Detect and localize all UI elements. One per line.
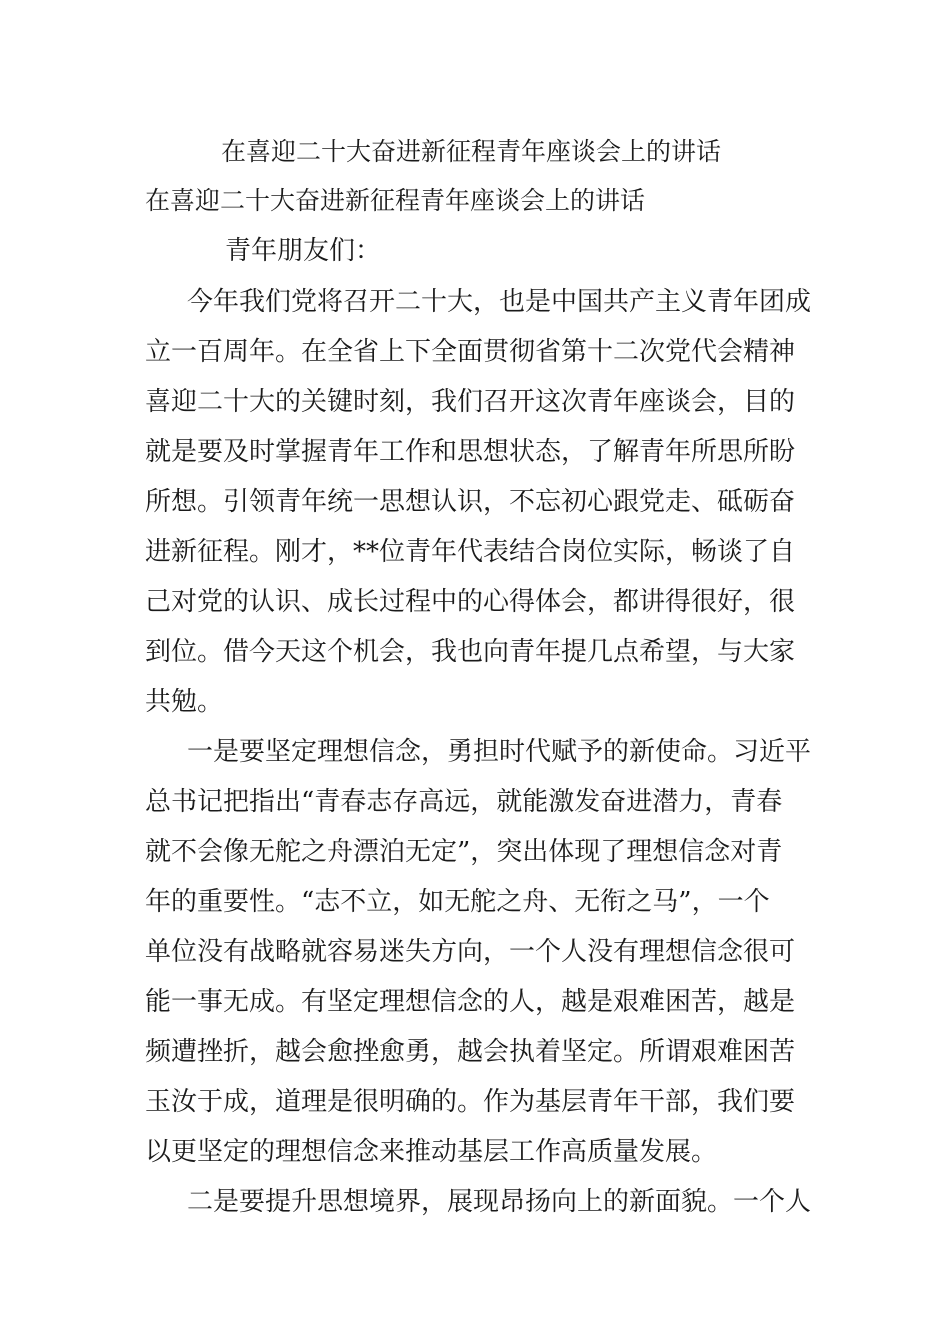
paragraph-line: 单位没有战略就容易迷失方向，一个人没有理想信念很可 [145,937,796,967]
paragraph-line: 就不会像无舵之舟漂泊无定”，突出体现了理想信念对青 [145,837,783,867]
paragraph-line: 总书记把指出“青春志存高远，就能激发奋进潜力，青春 [145,787,783,817]
paragraph-line: 玉汝于成，道理是很明确的。作为基层青年干部，我们要 [145,1087,796,1117]
paragraph-line: 所想。引领青年统一思想认识，不忘初心跟党走、砥砺奋 [145,487,796,517]
paragraph-line: 频遭挫折，越会愈挫愈勇，越会执着坚定。所谓艰难困苦 [145,1037,796,1067]
paragraph-line: 就是要及时掌握青年工作和思想状态，了解青年所思所盼 [145,437,796,467]
paragraph-line: 一是要坚定理想信念，勇担时代赋予的新使命。习近平 [187,737,812,767]
paragraph-line: 共勉。 [145,687,224,717]
paragraph-line: 今年我们党将召开二十大，也是中国共产主义青年团成 [187,287,812,317]
paragraph-line: 二是要提升思想境界，展现昂扬向上的新面貌。一个人 [187,1187,812,1217]
paragraph-line: 立一百周年。在全省上下全面贯彻省第十二次党代会精神 [145,337,796,367]
paragraph-line: 能一事无成。有坚定理想信念的人，越是艰难困苦，越是 [145,987,796,1017]
paragraph-line: 到位。借今天这个机会，我也向青年提几点希望，与大家 [145,637,796,667]
document-title: 在喜迎二十大奋进新征程青年座谈会上的讲话 [221,137,722,166]
paragraph-line: 进新征程。刚才，**位青年代表结合岗位实际，畅谈了自 [145,537,796,567]
salutation: 青年朋友们： [225,236,382,266]
paragraph-line: 年的重要性。“志不立，如无舵之舟、无衔之马”，一个 [145,887,770,917]
document-subtitle: 在喜迎二十大奋进新征程青年座谈会上的讲话 [145,186,646,215]
paragraph-line: 喜迎二十大的关键时刻，我们召开这次青年座谈会，目的 [145,387,796,417]
paragraph-line: 己对党的认识、成长过程中的心得体会，都讲得很好，很 [145,587,796,617]
paragraph-line: 以更坚定的理想信念来推动基层工作高质量发展。 [145,1137,718,1167]
